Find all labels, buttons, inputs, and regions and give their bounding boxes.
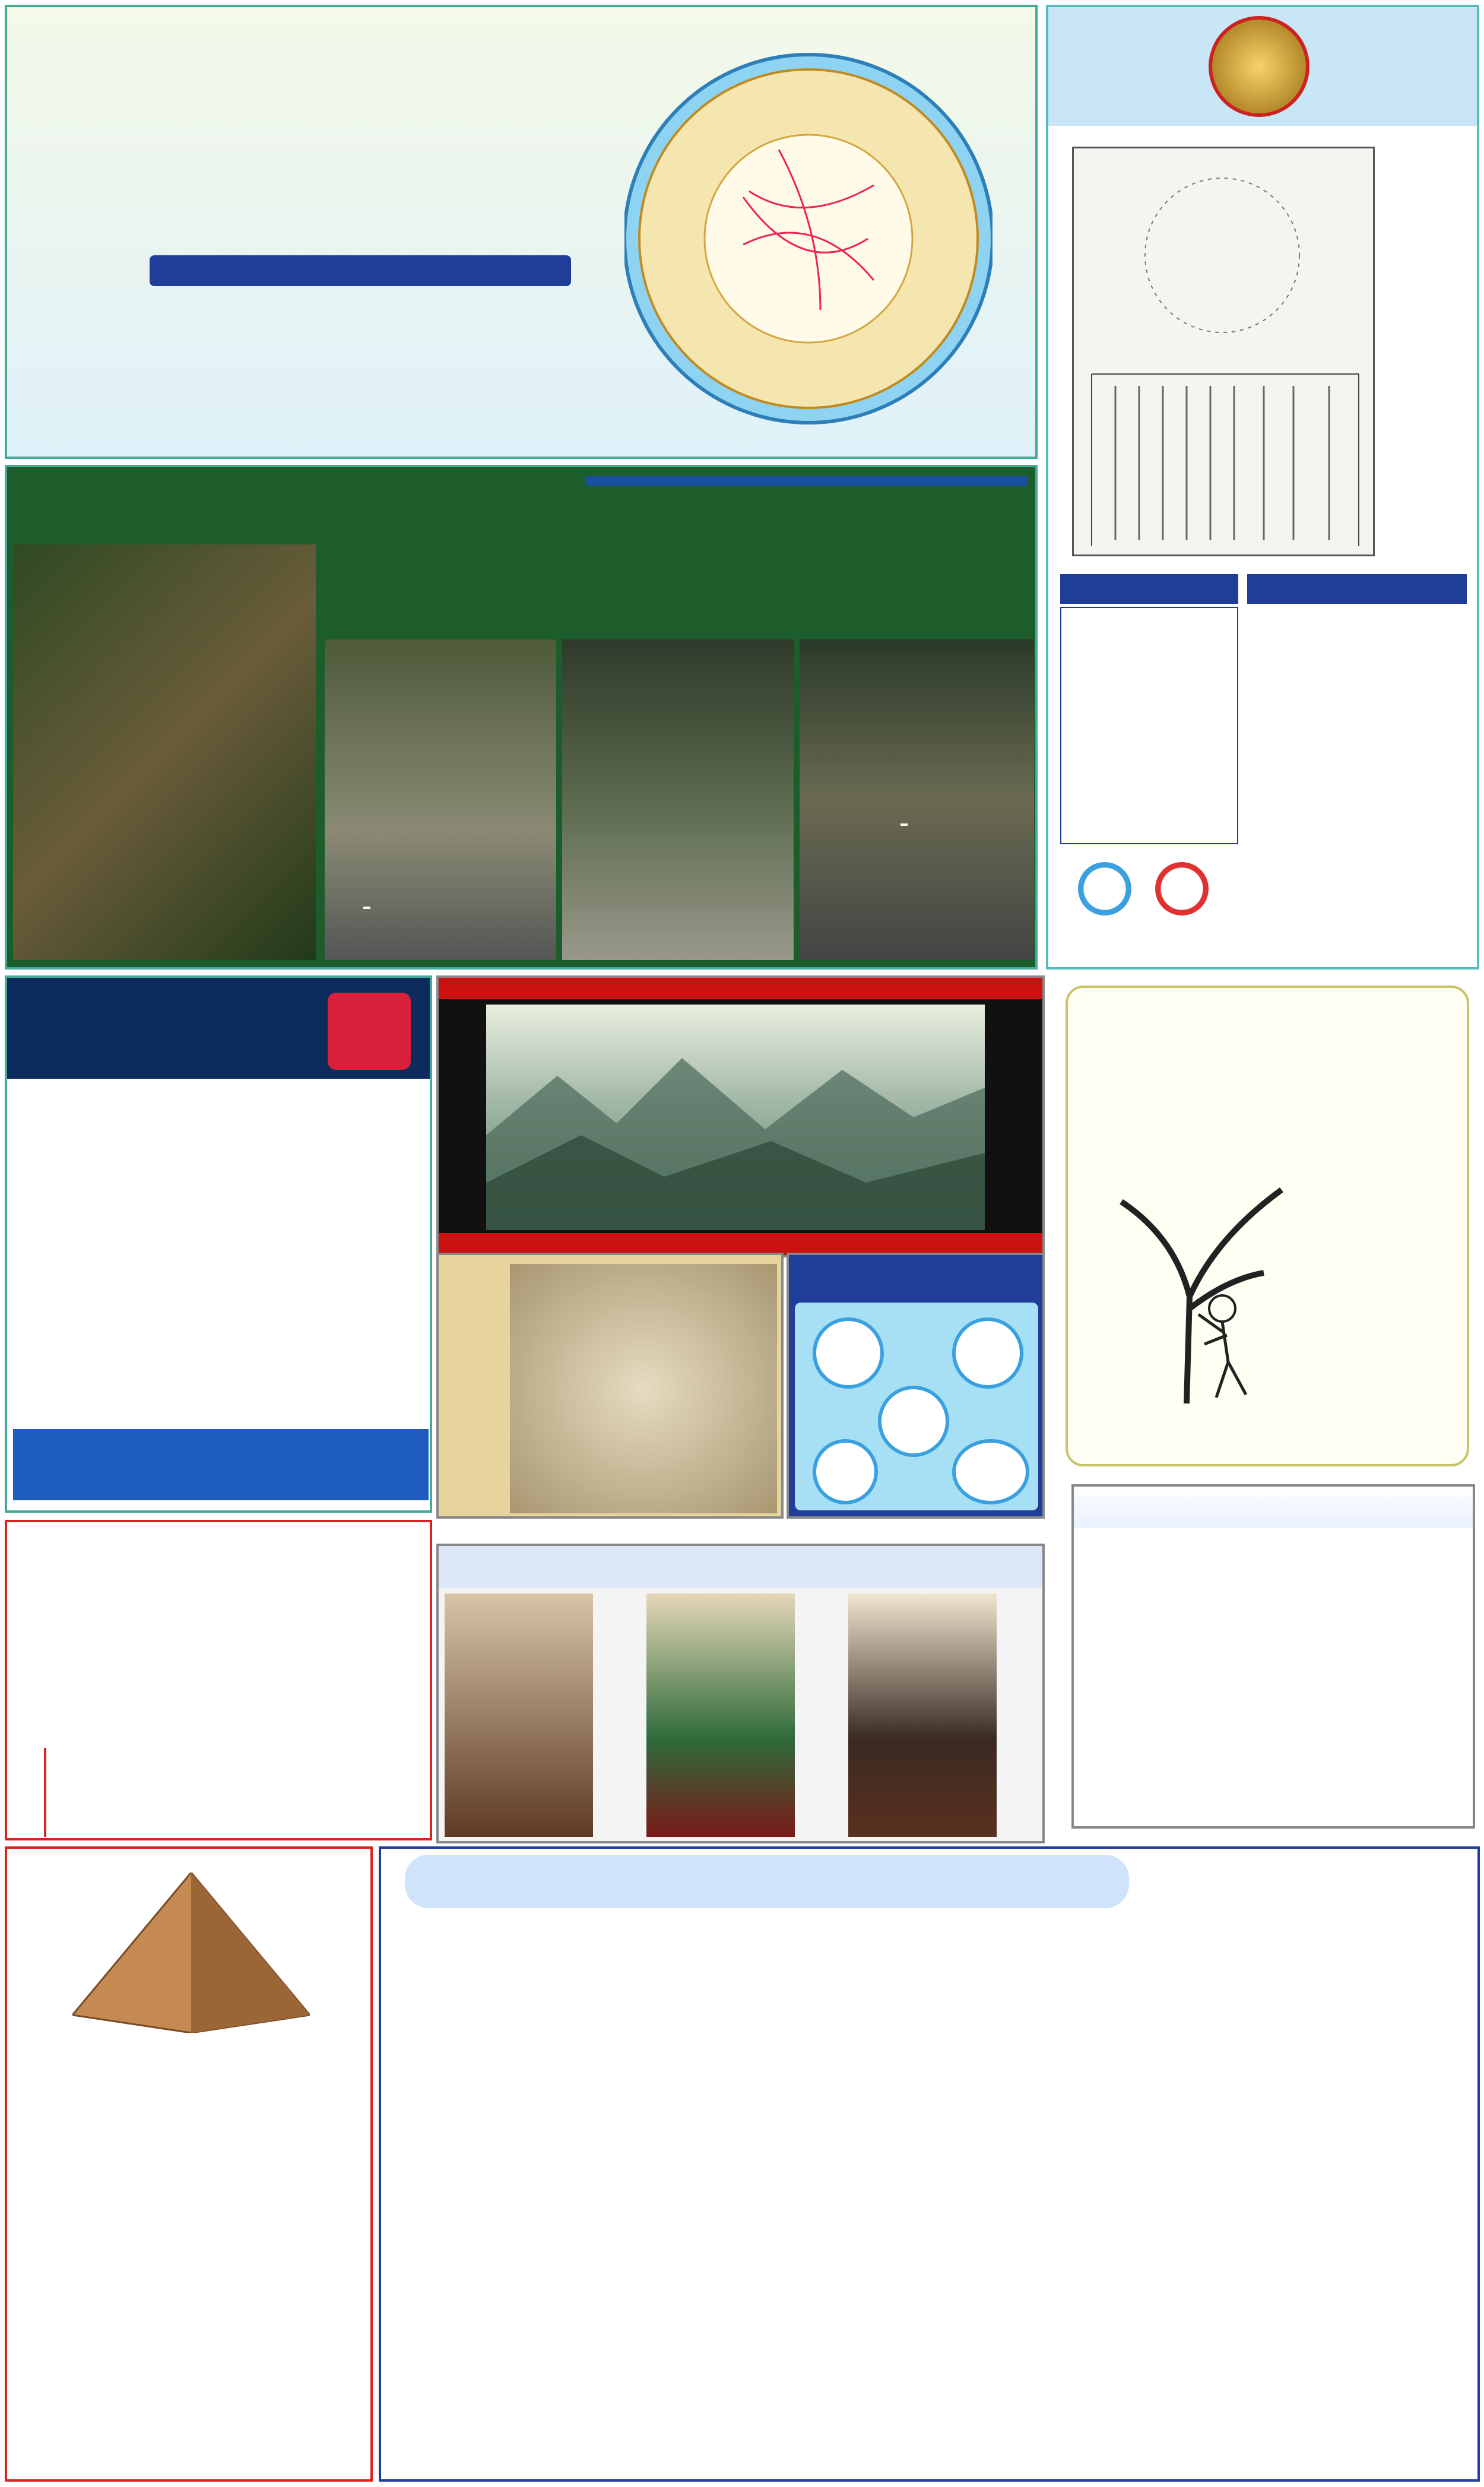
results-title	[405, 1855, 1129, 1908]
painting-panel	[436, 975, 1045, 1257]
dragon-photo-balls	[7, 467, 1040, 966]
sanguo-groups	[439, 1546, 1042, 1843]
zixuan-panel	[1071, 1484, 1475, 1829]
treasure-poem	[1384, 144, 1473, 559]
painting-numbers	[486, 1005, 985, 1230]
bianjie-panel	[787, 1253, 1045, 1519]
trend-grid	[156, 292, 571, 452]
mingshu5-balls	[280, 1329, 423, 1363]
coin-emblem	[1209, 16, 1309, 117]
zodiac-panel	[5, 5, 1038, 459]
painting-banner-bottom	[439, 1233, 1042, 1254]
zixuan-rows	[1077, 1534, 1469, 1825]
trend-header	[150, 255, 571, 286]
tree-climber-drawing	[1086, 1166, 1323, 1404]
treasure-ball-9	[1078, 862, 1131, 915]
mingshu-panel	[5, 975, 432, 1513]
bianjie-lan	[952, 1317, 1023, 1389]
treasure-ball-23	[1155, 862, 1209, 915]
dream-panel	[1066, 986, 1469, 1466]
dream-balls	[1172, 1418, 1457, 1452]
painting-banner-top	[439, 978, 1042, 999]
pyramid-panel	[5, 1846, 373, 2482]
mingshu3-balls	[280, 1374, 423, 1407]
dragon-panel	[5, 465, 1038, 970]
sand-tray	[510, 1264, 777, 1513]
time-list	[1247, 607, 1467, 939]
mingshu-title-b	[328, 993, 411, 1070]
scroll-lines	[1074, 148, 1373, 555]
zodiac-wheel	[624, 31, 992, 446]
jishi-header	[1247, 574, 1467, 604]
direction-grid	[1060, 607, 1238, 844]
treasure-panel	[1046, 5, 1479, 970]
pyramid-subs	[7, 1849, 370, 2478]
bianjie-xiao	[813, 1439, 878, 1504]
zixuan-title	[1074, 1487, 1473, 1528]
zhuizong-panel	[5, 1520, 432, 1840]
treasure-header	[1048, 7, 1477, 126]
zhuizong-trace	[81, 1534, 426, 1834]
plaque-10	[363, 907, 370, 909]
sanguo-panel	[436, 1544, 1045, 1843]
ancient-scroll	[1072, 147, 1375, 556]
plaque-48	[900, 823, 908, 826]
bianjie-2men	[952, 1439, 1029, 1504]
jiwei-header	[1060, 574, 1238, 604]
results-panel	[379, 1846, 1480, 2482]
dream-illustration	[1086, 1166, 1323, 1404]
bianjie-15	[878, 1386, 949, 1457]
bianjie-dan	[813, 1317, 884, 1389]
mingshu-footer	[13, 1429, 429, 1500]
zhuizong-side-note	[44, 1748, 46, 1837]
fuji-panel	[436, 1253, 784, 1519]
